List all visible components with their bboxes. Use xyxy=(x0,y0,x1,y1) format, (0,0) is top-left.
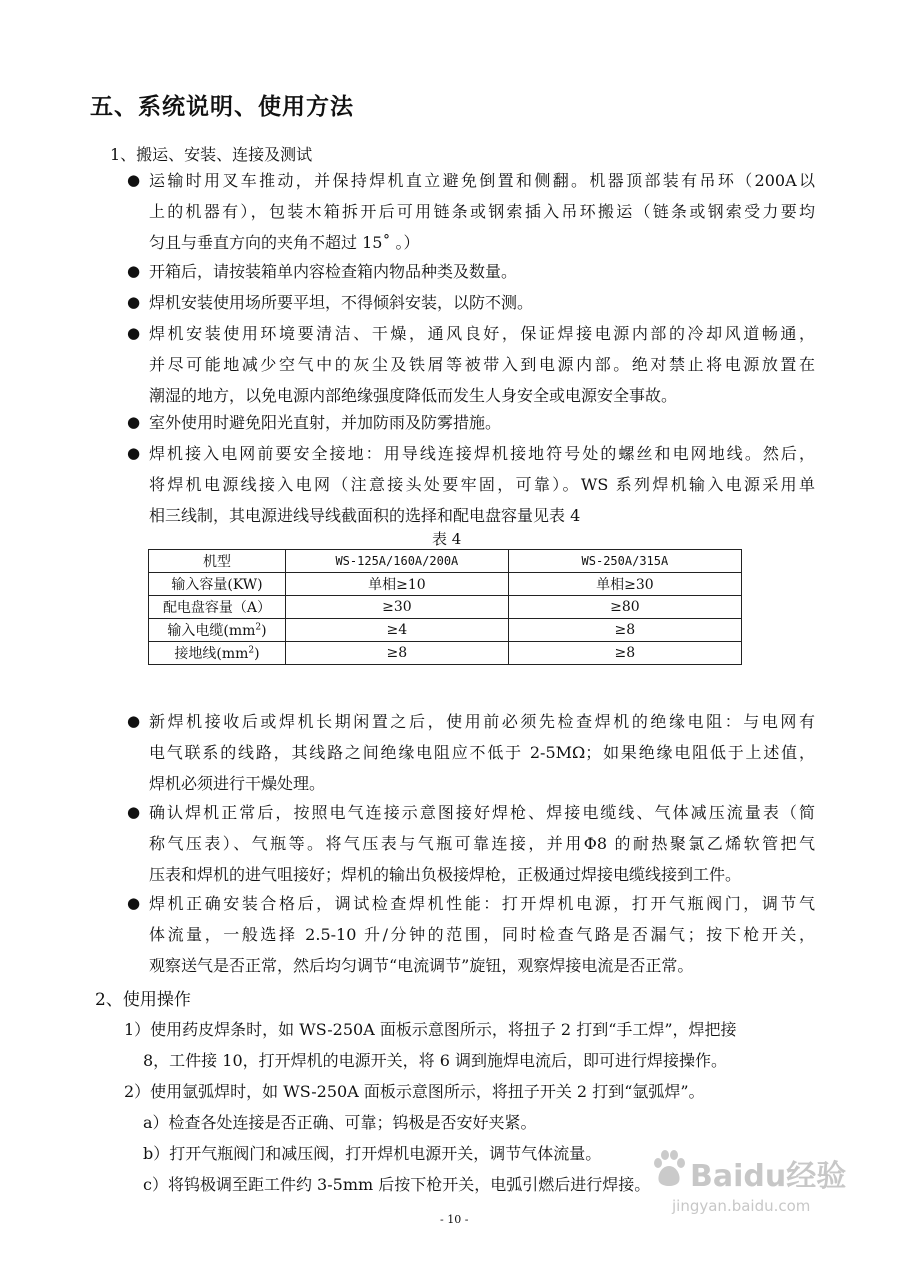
cell-label: 接地线(mm xyxy=(174,646,249,662)
table-cell: ≥4 xyxy=(286,619,509,642)
bullet-dot: ● xyxy=(127,712,141,730)
bullet-line: 相三线制，其电源进线导线截面积的选择和配电盘容量见表 4 xyxy=(149,506,581,525)
table-header-cell: WS-125A/160A/200A xyxy=(286,550,509,573)
bullet-line: 室外使用时避免阳光直射，并加防雨及防雾措施。 xyxy=(149,413,502,432)
table-cell: ≥80 xyxy=(508,596,741,619)
bullet-dot: ● xyxy=(127,803,141,821)
table-row xyxy=(149,573,742,596)
table-header-row xyxy=(149,550,742,573)
bullet-dot: ● xyxy=(127,171,141,189)
operation-item-2: 2）使用氩弧焊时，如 WS-250A 面板示意图所示，将扭子开关 2 打到“氩弧焊”。 xyxy=(124,1082,705,1101)
bullet-line: 称气压表）、气瓶等。将气压表与气瓶可靠连接，并用Φ8 的耐热聚氯乙烯软管把气 xyxy=(149,834,815,853)
table-row xyxy=(149,596,742,619)
bullet-line: 确认焊机正常后，按照电气连接示意图接好焊枪、焊接电缆线、气体减压流量表（简 xyxy=(149,803,815,822)
bullet-line: 新焊机接收后或焊机长期闲置之后，使用前必须先检查焊机的绝缘电阻：与电网有 xyxy=(149,712,815,731)
baidu-paw-icon xyxy=(650,1149,688,1189)
table-cell: ≥8 xyxy=(508,642,741,665)
section-heading: 五、系统说明、使用方法 xyxy=(90,93,354,120)
bullet-dot: ● xyxy=(127,293,141,311)
watermark-brand: Baidu经验 xyxy=(690,1159,847,1194)
table-row xyxy=(149,619,742,642)
bullet-line: 焊机正确安装合格后，调试检查焊机性能：打开焊机电源，打开气瓶阀门，调节气 xyxy=(149,894,815,913)
bullet-line: 将焊机电源线接入电网（注意接头处要牢固，可靠）。WS 系列焊机输入电源采用单 xyxy=(149,475,815,494)
operation-item-1-line-1: 1）使用药皮焊条时，如 WS-250A 面板示意图所示，将扭子 2 打到“手工焊”，焊把接 xyxy=(124,1020,737,1039)
table-cell: 单相≥10 xyxy=(286,573,509,596)
watermark-url: jingyan.baidu.com xyxy=(672,1197,811,1215)
bullet-line: 电气联系的线路，其线路之间绝缘电阻应不低于 2-5MΩ；如果绝缘电阻低于上述值， xyxy=(149,743,815,762)
bullet-dot: ● xyxy=(127,444,141,462)
bullet-dot: ● xyxy=(127,413,141,431)
table-cell xyxy=(149,619,286,642)
baidu-watermark xyxy=(650,1145,880,1225)
bullet-line: 运输时用叉车推动，并保持焊机直立避免倒置和侧翻。机器顶部装有吊环（200A以 xyxy=(149,171,815,190)
cell-close: ) xyxy=(254,646,260,662)
bullet-line: 潮湿的地方，以免电源内部绝缘强度降低而发生人身安全或电源安全事故。 xyxy=(149,386,678,405)
bullet-line: 体流量，一般选择 2.5-10 升/分钟的范围，同时检查气路是否漏气；按下枪开关， xyxy=(149,925,815,944)
operation-item-1-line-2: 8，工件接 10，打开焊机的电源开关，将 6 调到施焊电流后，即可进行焊接操作。 xyxy=(143,1051,727,1070)
bullet-line: 观察送气是否正常，然后均匀调节“电流调节”旋钮，观察焊接电流是否正常。 xyxy=(149,956,694,975)
table-cell: ≥8 xyxy=(286,642,509,665)
bullet-line: 焊机必须进行干燥处理。 xyxy=(149,774,326,793)
operation-sub-c: c）将钨极调至距工件约 3-5mm 后按下枪开关，电弧引燃后进行焊接。 xyxy=(143,1175,651,1194)
bullet-dot: ● xyxy=(127,262,141,280)
subsection-title-operation: 2、使用操作 xyxy=(95,990,191,1010)
cell-superscript: 2 xyxy=(255,622,262,633)
bullet-line: 焊机安装使用场所要平坦，不得倾斜安装，以防不测。 xyxy=(149,293,534,312)
table-cell: ≥8 xyxy=(508,619,741,642)
table-header-cell: 机型 xyxy=(149,550,286,573)
table-cell: ≥30 xyxy=(286,596,509,619)
bullet-dot: ● xyxy=(127,894,141,912)
bullet-line: 压表和焊机的进气咀接好；焊机的输出负极接焊枪，正极通过焊接电缆线接到工件。 xyxy=(149,865,742,884)
table-row xyxy=(149,642,742,665)
bullet-line: 焊机安装使用环境要清洁、干燥，通风良好，保证焊接电源内部的冷却风道畅通， xyxy=(149,324,815,343)
table-caption: 表 4 xyxy=(432,530,462,548)
operation-sub-b: b）打开气瓶阀门和减压阀，打开焊机电源开关，调节气体流量。 xyxy=(143,1144,602,1163)
bullet-line: 焊机接入电网前要安全接地：用导线连接焊机接地符号处的螺丝和电网地线。然后， xyxy=(149,444,815,463)
table-cell: 配电盘容量（A） xyxy=(149,596,286,619)
bullet-dot: ● xyxy=(127,324,141,342)
subsection-title-install: 1、搬运、安装、连接及测试 xyxy=(110,145,313,164)
power-capacity-table xyxy=(148,549,742,665)
bullet-line: 上的机器有），包装木箱拆开后可用链条或钢索插入吊环搬运（链条或钢索受力要均 xyxy=(149,202,815,221)
table-cell: 输入容量(KW) xyxy=(149,573,286,596)
cell-label: 输入电缆(mm xyxy=(167,623,256,639)
bullet-line: 匀且与垂直方向的夹角不超过 15˚ 。） xyxy=(149,233,420,252)
cell-superscript: 2 xyxy=(248,645,255,656)
cell-close: ) xyxy=(261,623,267,639)
table-cell: 单相≥30 xyxy=(508,573,741,596)
operation-sub-a: a）检查各处连接是否正确、可靠；钨极是否安好夹紧。 xyxy=(143,1113,537,1132)
table-cell xyxy=(149,642,286,665)
bullet-line: 开箱后，请按装箱单内容检查箱内物品种类及数量。 xyxy=(149,262,518,281)
page-number: - 10 - xyxy=(440,1213,469,1226)
bullet-line: 并尽可能地减少空气中的灰尘及铁屑等被带入到电源内部。绝对禁止将电源放置在 xyxy=(149,355,815,374)
table-header-cell: WS-250A/315A xyxy=(508,550,741,573)
